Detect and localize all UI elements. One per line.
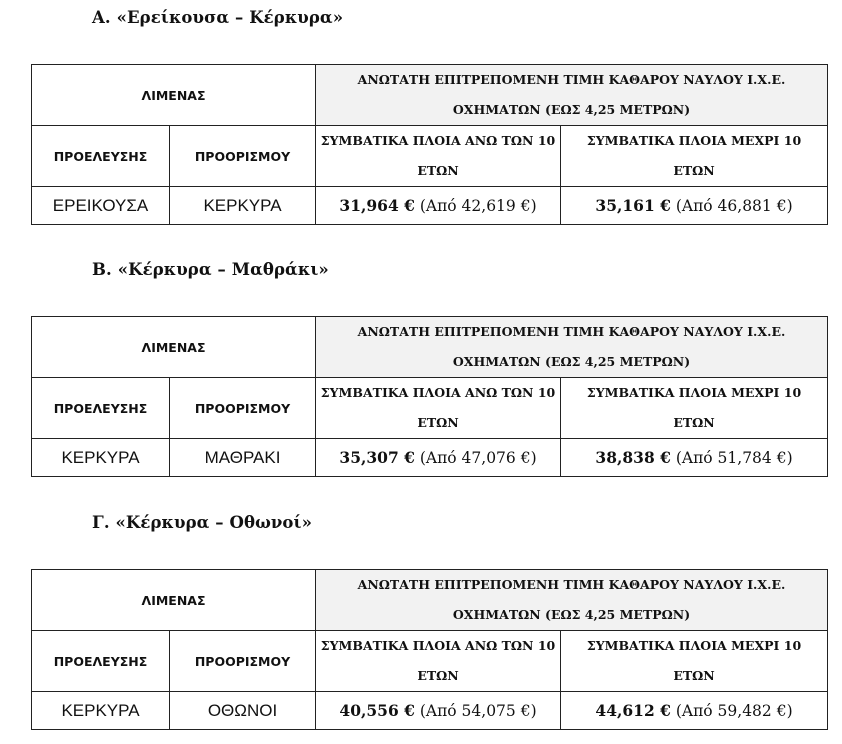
section-title-a: Α. «Ερείκουσα – Κέρκυρα» [92,8,344,27]
new-price: 35,161 € [595,196,671,215]
max-fare-header: ΑΝΩΤΑΤΗ ΕΠΙΤΡΕΠΟΜΕΝΗ ΤΙΜΗ ΚΑΘΑΡΟΥ ΝΑΥΛΟΥ Ι.Χ.Ε. ΟΧΗΜΑΤΩΝ (ΕΩΣ 4,25 ΜΕΤΡΩΝ) [316,570,828,631]
up-to-10-years-header: ΣΥΜΒΑΤΙΚΑ ΠΛΟΙΑ ΜΕΧΡΙ 10 ΕΤΩΝ [561,378,828,439]
previous-price: (Από 59,482 €) [675,702,793,720]
new-price: 44,612 € [595,701,671,720]
destination-cell: ΚΕΡΚΥΡΑ [170,187,316,225]
price-up-to-10-cell [561,187,828,225]
destination-cell: ΜΑΘΡΑΚΙ [170,439,316,477]
over-10-years-header: ΣΥΜΒΑΤΙΚΑ ΠΛΟΙΑ ΑΝΩ ΤΩΝ 10 ΕΤΩΝ [316,378,561,439]
fare-table-a [31,64,828,225]
over-10-years-header: ΣΥΜΒΑΤΙΚΑ ΠΛΟΙΑ ΑΝΩ ΤΩΝ 10 ΕΤΩΝ [316,126,561,187]
price-over-10-cell [316,692,561,730]
price-over-10-cell [316,439,561,477]
section-title-c: Γ. «Κέρκυρα – Οθωνοί» [92,513,313,532]
max-fare-header: ΑΝΩΤΑΤΗ ΕΠΙΤΡΕΠΟΜΕΝΗ ΤΙΜΗ ΚΑΘΑΡΟΥ ΝΑΥΛΟΥ Ι.Χ.Ε. ΟΧΗΜΑΤΩΝ (ΕΩΣ 4,25 ΜΕΤΡΩΝ) [316,65,828,126]
origin-header: ΠΡΟΕΛΕΥΣΗΣ [32,378,170,439]
origin-cell: ΕΡΕΙΚΟΥΣΑ [32,187,170,225]
origin-cell: ΚΕΡΚΥΡΑ [32,692,170,730]
origin-header: ΠΡΟΕΛΕΥΣΗΣ [32,631,170,692]
price-up-to-10-cell [561,692,828,730]
new-price: 40,556 € [339,701,415,720]
previous-price: (Από 46,881 €) [675,197,793,215]
destination-header: ΠΡΟΟΡΙΣΜΟΥ [170,378,316,439]
origin-header: ΠΡΟΕΛΕΥΣΗΣ [32,126,170,187]
port-header: ΛΙΜΕΝΑΣ [32,570,316,631]
fare-table-c [31,569,828,730]
new-price: 31,964 € [339,196,415,215]
previous-price: (Από 42,619 €) [419,197,537,215]
port-header: ΛΙΜΕΝΑΣ [32,317,316,378]
section-title-b: Β. «Κέρκυρα – Μαθράκι» [92,260,329,279]
price-up-to-10-cell [561,439,828,477]
previous-price: (Από 54,075 €) [419,702,537,720]
new-price: 35,307 € [339,448,415,467]
up-to-10-years-header: ΣΥΜΒΑΤΙΚΑ ΠΛΟΙΑ ΜΕΧΡΙ 10 ΕΤΩΝ [561,631,828,692]
price-over-10-cell [316,187,561,225]
max-fare-header: ΑΝΩΤΑΤΗ ΕΠΙΤΡΕΠΟΜΕΝΗ ΤΙΜΗ ΚΑΘΑΡΟΥ ΝΑΥΛΟΥ Ι.Χ.Ε. ΟΧΗΜΑΤΩΝ (ΕΩΣ 4,25 ΜΕΤΡΩΝ) [316,317,828,378]
up-to-10-years-header: ΣΥΜΒΑΤΙΚΑ ΠΛΟΙΑ ΜΕΧΡΙ 10 ΕΤΩΝ [561,126,828,187]
previous-price: (Από 51,784 €) [675,449,793,467]
destination-header: ΠΡΟΟΡΙΣΜΟΥ [170,126,316,187]
destination-header: ΠΡΟΟΡΙΣΜΟΥ [170,631,316,692]
previous-price: (Από 47,076 €) [419,449,537,467]
port-header: ΛΙΜΕΝΑΣ [32,65,316,126]
fare-table-b [31,316,828,477]
origin-cell: ΚΕΡΚΥΡΑ [32,439,170,477]
destination-cell: ΟΘΩΝΟΙ [170,692,316,730]
new-price: 38,838 € [595,448,671,467]
over-10-years-header: ΣΥΜΒΑΤΙΚΑ ΠΛΟΙΑ ΑΝΩ ΤΩΝ 10 ΕΤΩΝ [316,631,561,692]
